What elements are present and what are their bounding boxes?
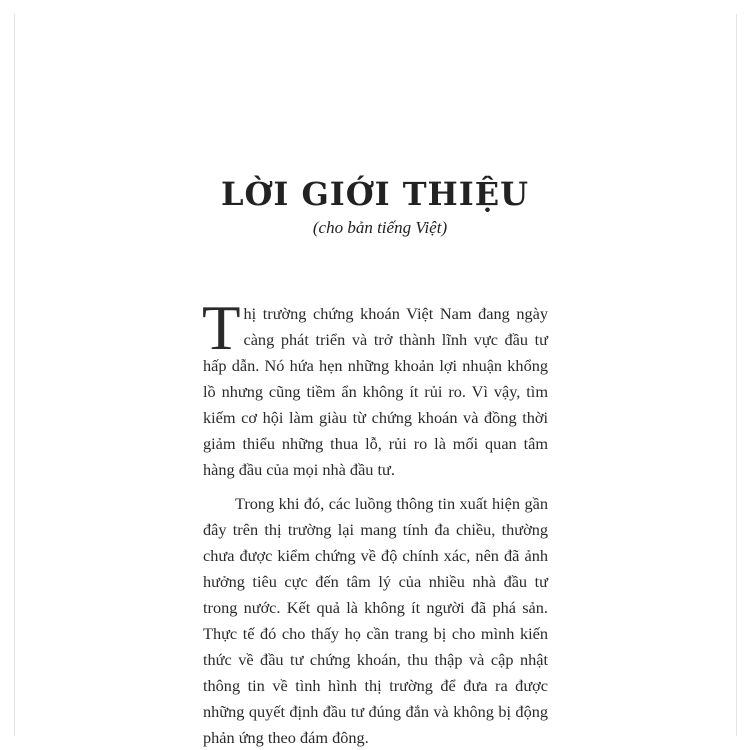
- paragraph-2: Trong khi đó, các luồng thông tin xuất hiện gần đây trên thị trường lại mang tính đa chiều, thường chưa được kiểm chứng về độ chính xác, nên đã ảnh hưởng tiêu cực đến tâm lý của nhiều nhà đầu tư trong nước. Kết quả là không ít người đã phá sản. Thực tế đó cho thấy họ cần trang bị cho mình kiến thức về đầu tư chứng khoán, thu thập và cập nhật thông tin về tình hình thị trường để đưa ra được những quyết định đầu tư đúng đắn và không bị động phản ứng theo đám đông.: [203, 494, 548, 747]
- body-text: [202, 293, 548, 750]
- chapter-title: LỜI GIỚI THIỆU: [220, 175, 530, 213]
- paragraph-1-text: hị trường chứng khoán Việt Nam đang ngày càng phát triển và trở thành lĩnh vực đầu tư hấp dẫn. Nó hứa hẹn những khoản lợi nhuận khổng lồ nhưng cũng tiềm ẩn không ít rủi ro. Vì vậy, tìm kiếm cơ hội làm giàu từ chứng khoán và đồng thời giảm thiểu những thua lỗ, rủi ro là mối quan tâm hàng đầu của mọi nhà đầu tư.: [203, 304, 548, 479]
- paragraph-1: [202, 293, 548, 483]
- page-edge-left: [14, 14, 15, 736]
- drop-cap: T: [202, 293, 241, 363]
- chapter-subtitle: (cho bản tiếng Việt): [312, 218, 448, 237]
- page-edge-right: [736, 14, 737, 736]
